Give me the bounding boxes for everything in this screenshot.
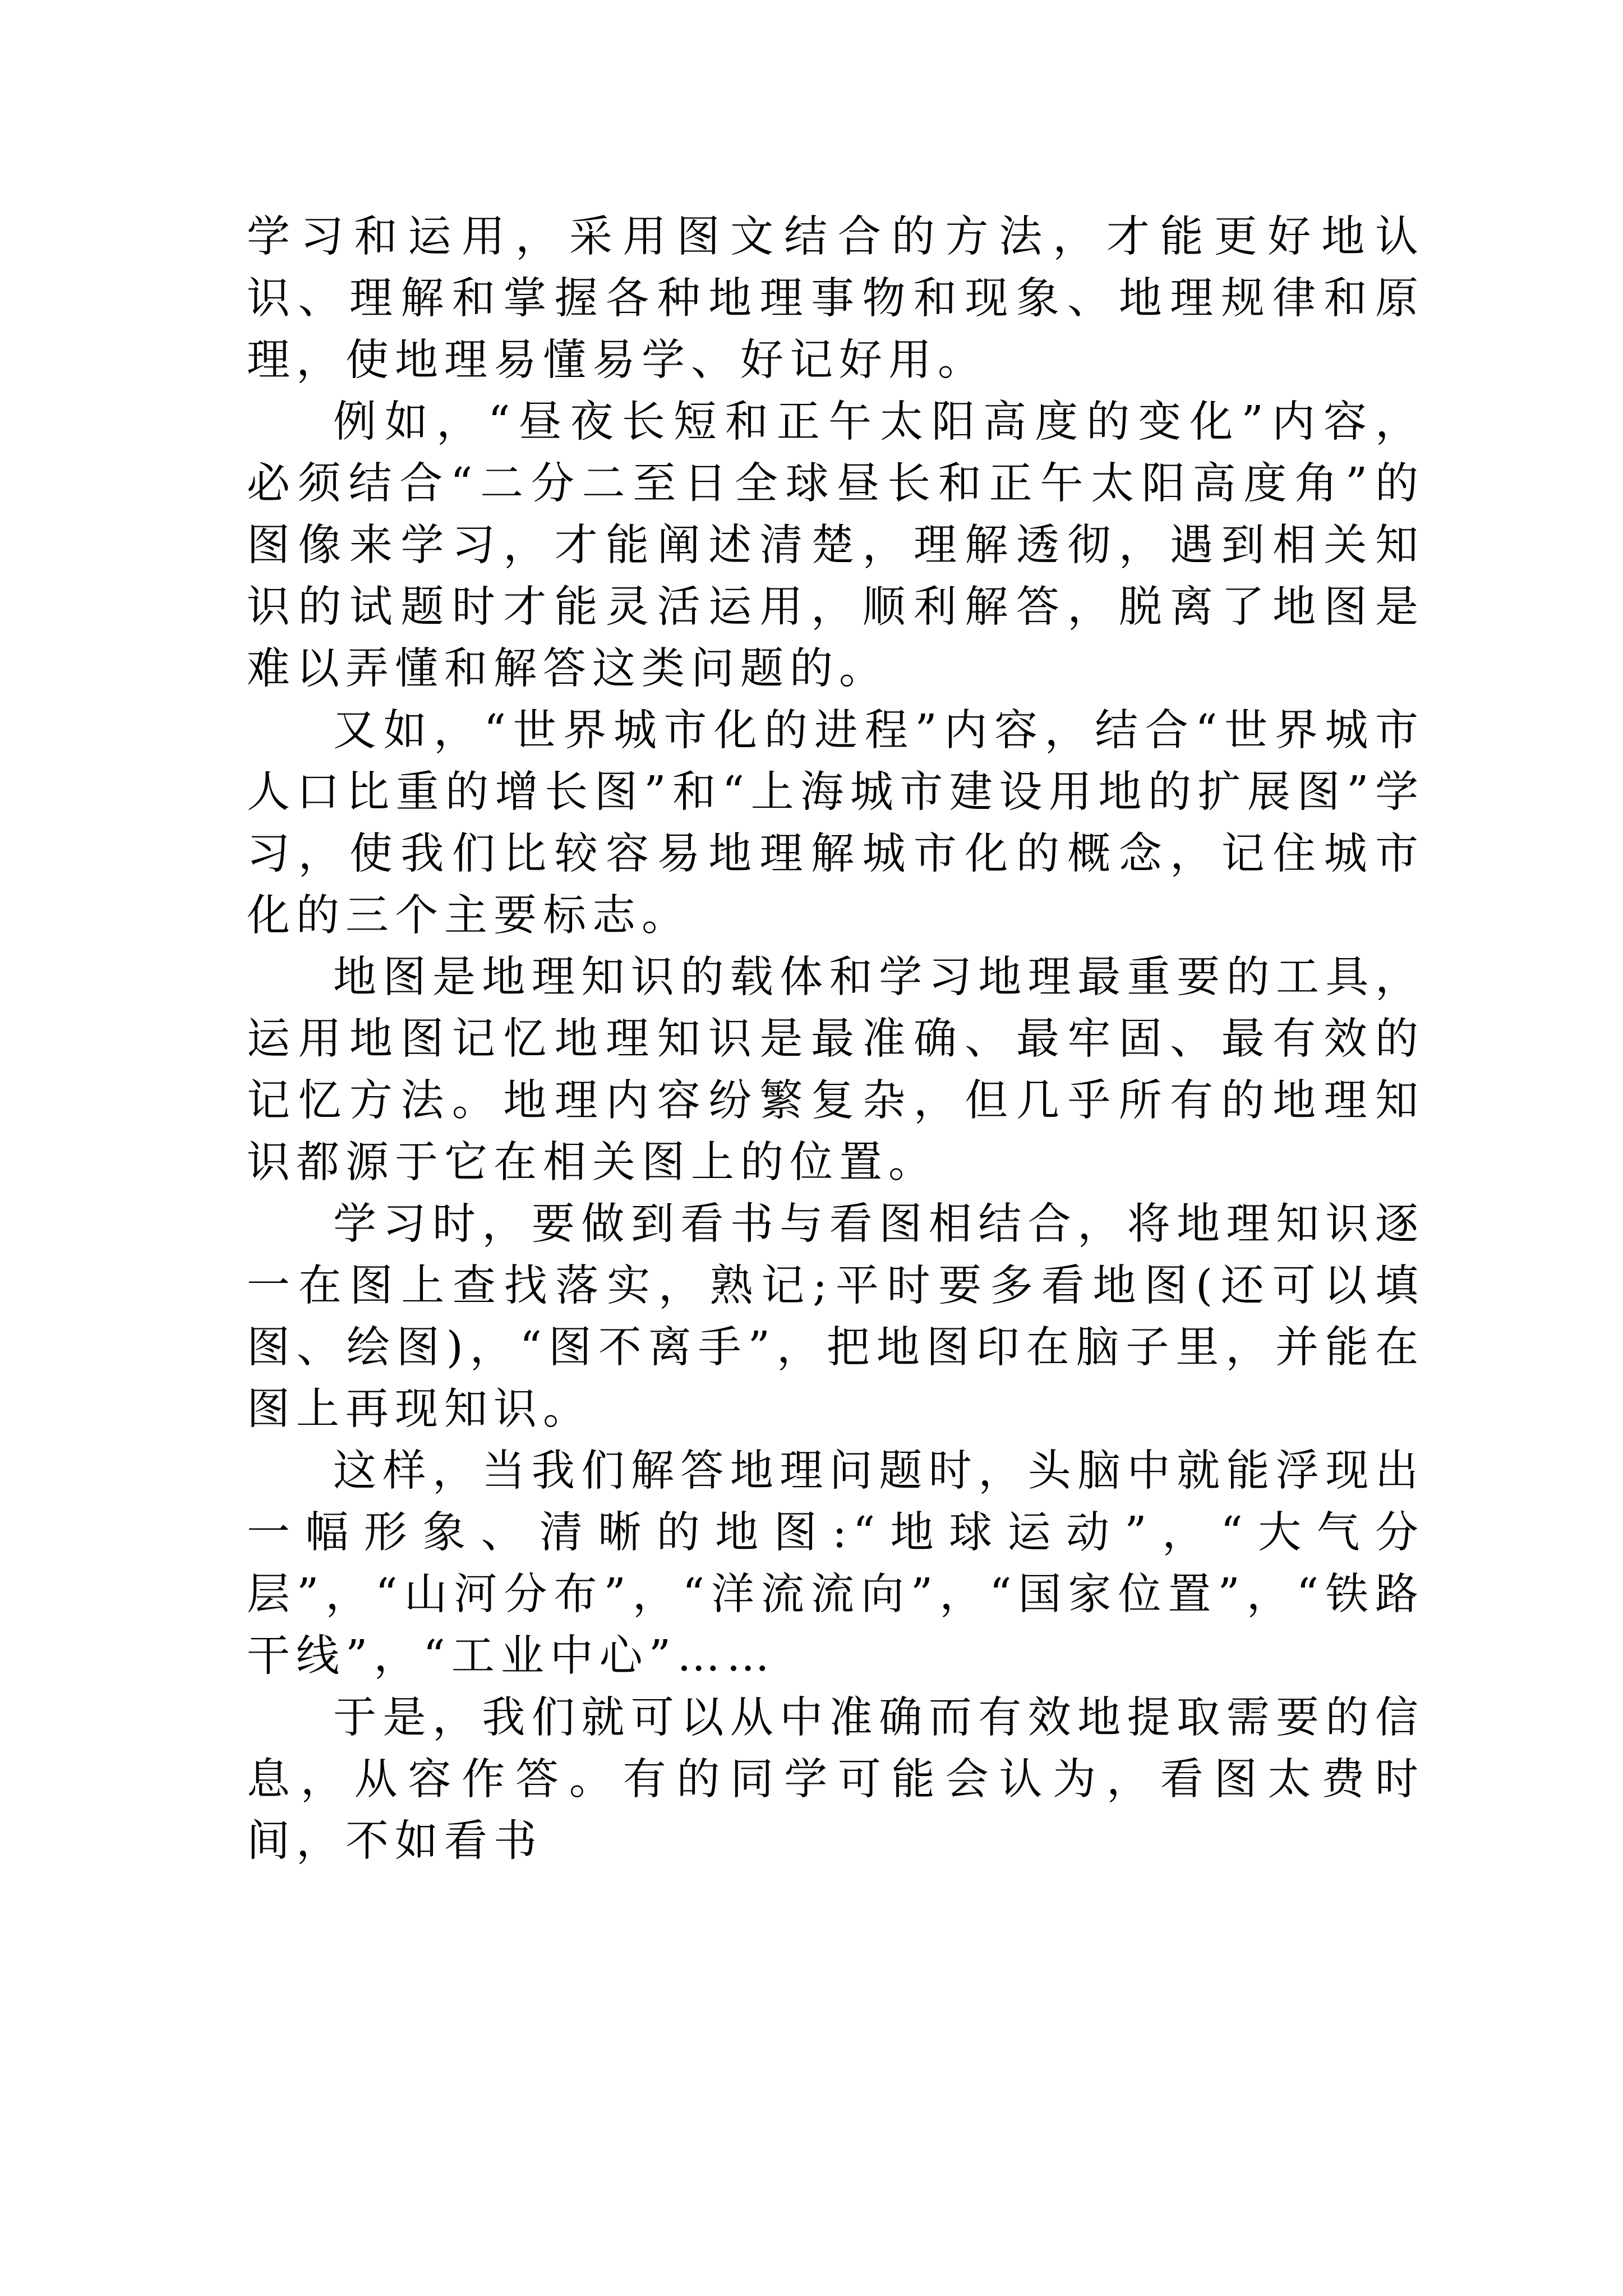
paragraph-5: 学习时，要做到看书与看图相结合，将地理知识逐一在图上查找落实，熟记;平时要多看地图(还可以填图、绘图)，“图不离手”，把地图印在脑子里，并能在图上再现知识。 [247,1199,1424,1434]
paragraph-2: 例如，“昼夜长短和正午太阳高度的变化”内容，必须结合“二分二至日全球昼长和正午太阳高度角”的图像来学习，才能阐述清楚，理解透彻，遇到相关知识的试题时才能灵活运用，顺利解答，脱离了地图是难以弄懂和解答这类问题的。 [247,397,1424,694]
paragraph-7: 于是，我们就可以从中准确而有效地提取需要的信息，从容作答。有的同学可能会认为，看图太费时间，不如看书 [247,1693,1424,1866]
document-body [247,206,1424,1872]
paragraph-6: 这样，当我们解答地理问题时，头脑中就能浮现出一幅形象、清晰的地图:“地球运动”，“大气分层”，“山河分布”，“洋流流向”，“国家位置”，“铁路干线”，“工业中心”…… [247,1446,1424,1681]
paragraph-3: 又如，“世界城市化的进程”内容，结合“世界城市人口比重的增长图”和“上海城市建设用地的扩展图”学习，使我们比较容易地理解城市化的概念，记住城市化的三个主要标志。 [247,706,1424,941]
paragraph-1: 学习和运用，采用图文结合的方法，才能更好地认识、理解和掌握各种地理事物和现象、地理规律和原理，使地理易懂易学、好记好用。 [247,212,1424,385]
paragraph-4: 地图是地理知识的载体和学习地理最重要的工具，运用地图记忆地理知识是最准确、最牢固、最有效的记忆方法。地理内容纷繁复杂，但几乎所有的地理知识都源于它在相关图上的位置。 [247,953,1424,1188]
